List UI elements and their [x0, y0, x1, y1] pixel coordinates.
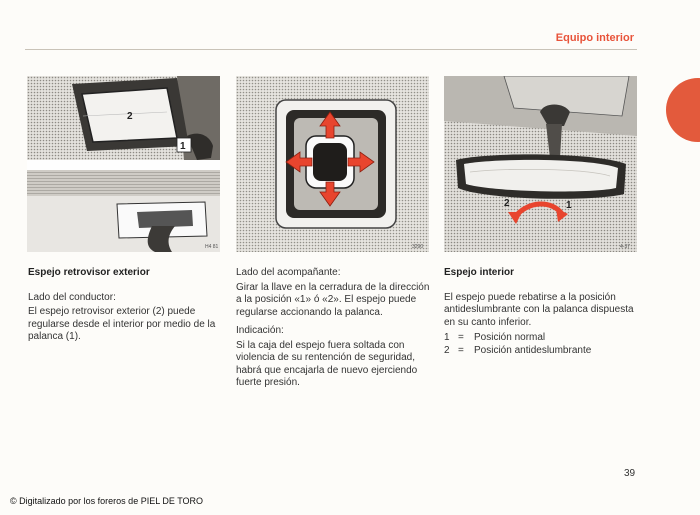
list-item-number: 2 — [444, 344, 450, 356]
mirror-switch-illustration — [236, 76, 429, 252]
exterior-mirror-illustration — [27, 76, 220, 252]
passenger-side-label: Lado del acompañante: — [236, 267, 341, 278]
interior-mirror-figure — [444, 76, 637, 252]
note-text: Si la caja del espejo fuera soltada con violencia de su rentención de seguridad, habrá que encajarla de nuevo ejerciendo fuerte presión. — [236, 339, 418, 388]
figure-label-2: 2 — [504, 198, 510, 209]
figure-label-1: 1 — [180, 141, 186, 152]
exterior-mirror-heading: Espejo retrovisor exterior — [28, 267, 150, 278]
header-rule — [25, 49, 637, 50]
figure-label-2: 2 — [127, 111, 133, 122]
scan-credit: © Digitalizado por los foreros de PIEL DE TORO — [10, 496, 204, 506]
mirror-switch-figure — [236, 76, 429, 252]
driver-side-text: El espejo retrovisor exterior (2) puede regularse desde el interior por medio de la palanca (1). — [28, 306, 216, 342]
interior-mirror-illustration — [444, 76, 637, 252]
list-item-equals: = — [458, 332, 464, 343]
list-item — [444, 332, 634, 345]
note-label: Indicación: — [236, 325, 284, 336]
exterior-mirror-column — [28, 267, 224, 347]
interior-mirror-text: El espejo puede rebatirse a la posición antideslumbrante con la palanca dispuesta en su canto inferior. — [444, 291, 634, 328]
figure-code: 4-37 — [620, 244, 631, 250]
figure-code: H4 81 — [205, 244, 219, 250]
list-item-equals: = — [458, 344, 464, 356]
section-title: Equipo interior — [555, 32, 634, 44]
passenger-side-column — [236, 267, 432, 393]
list-item-text: Posición normal — [474, 332, 546, 343]
driver-side-label: Lado del conductor: — [28, 291, 116, 303]
interior-mirror-heading: Espejo interior — [444, 267, 515, 278]
list-item-text: Posición antideslumbrante — [474, 344, 592, 356]
list-item — [444, 345, 634, 358]
interior-mirror-column — [444, 267, 634, 357]
figure-code: 3290 — [412, 244, 424, 250]
list-item-number: 1 — [444, 332, 450, 343]
chapter-tab — [666, 78, 700, 142]
page-number: 39 — [624, 468, 636, 479]
exterior-mirror-figure — [27, 76, 220, 252]
figure-label-1: 1 — [566, 200, 572, 211]
passenger-side-text: Girar la llave en la cerradura de la dirección a la posición «1» ó «2». El espejo puede regularse accionando la palanca. — [236, 281, 430, 318]
